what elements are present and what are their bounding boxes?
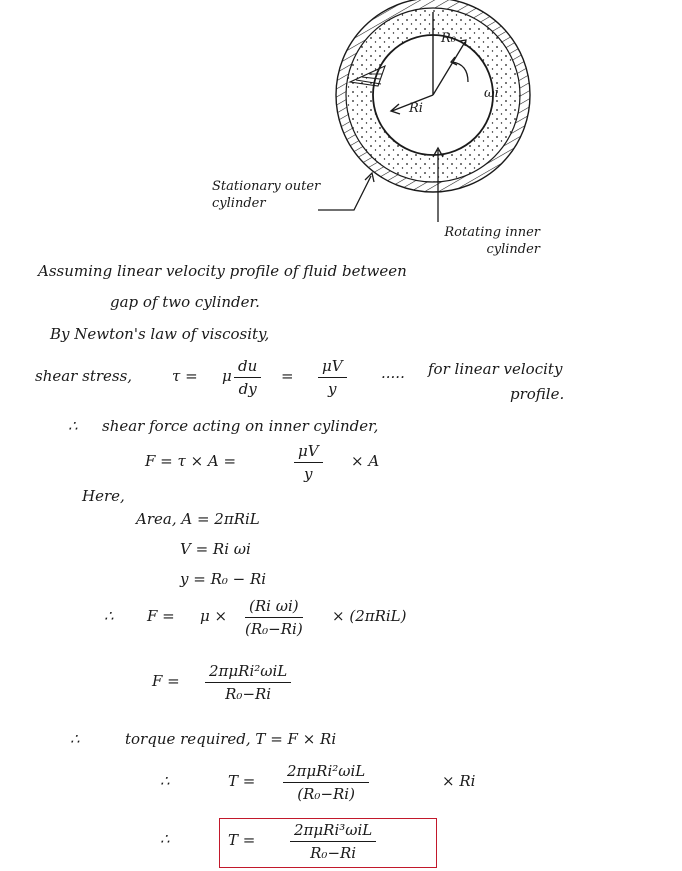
times-ri: × Ri: [442, 772, 476, 790]
y-eq: y = R₀ − Ri: [180, 570, 267, 588]
therefore-2: ∴: [104, 607, 114, 625]
fraction-riwi-rori: $\frac{\text{(Ri ωi)}}{\text{(R₀−Ri)}}$: [245, 597, 303, 638]
times-a: × A: [351, 452, 380, 470]
label-shear-stress: shear stress,: [35, 367, 133, 385]
line-newton: By Newton's law of viscosity,: [50, 325, 270, 343]
tau-eq: τ =: [172, 367, 198, 385]
f-tau-a-eq: F = τ × A =: [145, 452, 237, 470]
mu-symbol: μ: [222, 367, 232, 385]
final-answer-box: [219, 818, 437, 868]
therefore-3: ∴: [70, 730, 80, 748]
mu-times: μ ×: [200, 607, 228, 625]
v-eq: V = Ri ωi: [180, 540, 251, 558]
label-ri: Ri: [409, 101, 423, 116]
t-eq-2: T =: [228, 831, 256, 849]
therefore-4: ∴: [160, 772, 170, 790]
label-omega-i: ωi: [484, 86, 499, 101]
fraction-f3: 2πμRi²ωiL R₀−Ri: [205, 662, 291, 703]
area-eq: Area, A = 2πRiL: [136, 510, 260, 528]
line-gap: gap of two cylinder.: [110, 293, 260, 311]
equals-sign: =: [281, 367, 294, 385]
therefore-5: ∴: [160, 830, 170, 848]
fraction-muv-y-2: $\frac{\mu V}{y}$: [294, 442, 323, 483]
profile-text: profile.: [510, 385, 565, 403]
label-rotating-inner: Rotating inner cylinder: [444, 225, 540, 257]
line-assuming: Assuming linear velocity profile of fluid between: [38, 262, 407, 280]
concentric-cylinders-diagram: [0, 0, 682, 260]
for-linear-velocity: for linear velocity: [428, 360, 563, 378]
label-ro: R₀: [441, 31, 456, 46]
f-eq-2: F =: [147, 607, 175, 625]
fraction-t1: 2πμRi²ωiL (R₀−Ri): [283, 762, 369, 803]
f-eq-3: F =: [152, 672, 180, 690]
therefore-1: ∴: [68, 417, 78, 435]
t-eq-1: T =: [228, 772, 256, 790]
dots: .....: [381, 364, 405, 382]
here-label: Here,: [82, 487, 125, 505]
fraction-muv-y: $\frac{\mu V}{y}$: [318, 357, 347, 398]
fraction-du-dy: $\frac{du}{dy}$: [234, 357, 261, 398]
times-2piril: × (2πRiL): [332, 607, 407, 625]
fraction-t2: 2πμRi³ωiL R₀−Ri: [290, 821, 376, 862]
line-torque: torque required, T = F × Ri: [125, 730, 337, 748]
label-stationary-outer: Stationary outer cylinder: [212, 179, 321, 211]
line-shear-force: shear force acting on inner cylinder,: [102, 417, 379, 435]
